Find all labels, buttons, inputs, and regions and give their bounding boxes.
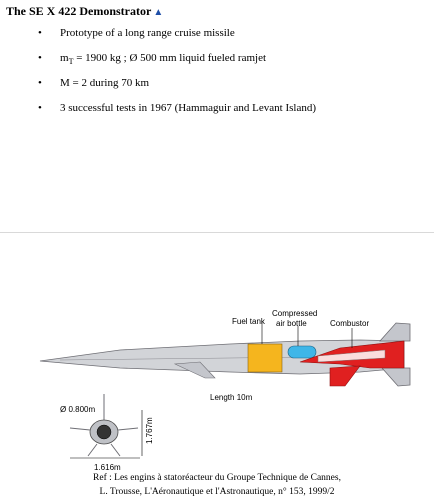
missile-diagram — [0, 306, 434, 472]
front-view — [70, 394, 138, 456]
length-label: Length 10m — [210, 393, 253, 402]
page-title: The SE X 422 Demonstrator ▲ — [6, 4, 164, 18]
separator-line — [0, 232, 434, 233]
air-bottle-shape — [288, 346, 316, 358]
combustor-lower — [330, 366, 360, 386]
bullet-item: • Prototype of a long range cruise missile — [38, 27, 235, 39]
width-label: 1.616m — [94, 463, 121, 472]
bullet-item: • M = 2 during 70 km — [38, 77, 150, 89]
tail-fin-top — [380, 323, 410, 341]
bullet-dot-icon: • — [38, 77, 42, 89]
height-label: 1.767m — [145, 417, 154, 444]
reference-line-2: L. Trousse, L'Aéronautique et l'Astronautique, n° 153, 1999/2 — [99, 487, 335, 497]
bullet-dot-icon: • — [38, 102, 42, 114]
diameter-label: Ø 0.800m — [60, 405, 96, 414]
tail-fin-bottom — [382, 368, 410, 386]
bullet-item: • $m_T = 1900$ kg ; Ø 500 mm liquid fueled ramjet — [38, 52, 267, 67]
reference-line-1: Ref : Les engins à statoréacteur du Groupe Technique de Cannes, — [93, 473, 341, 483]
compressed-label-2: air bottle — [276, 319, 307, 328]
bullet-list — [0, 26, 316, 126]
fuel-tank-shape — [248, 344, 282, 372]
bullet-item: • 3 successful tests in 1967 (Hammaguir and Levant Island) — [38, 102, 316, 114]
blue-triangle-icon: ▲ — [153, 7, 164, 18]
combustor-label: Combustor — [330, 319, 370, 328]
bullet-dot-icon: • — [38, 27, 42, 39]
bullet-dot-icon: • — [38, 52, 42, 64]
compressed-label-1: Compressed — [272, 309, 318, 318]
fuel-tank-label: Fuel tank — [232, 317, 265, 326]
